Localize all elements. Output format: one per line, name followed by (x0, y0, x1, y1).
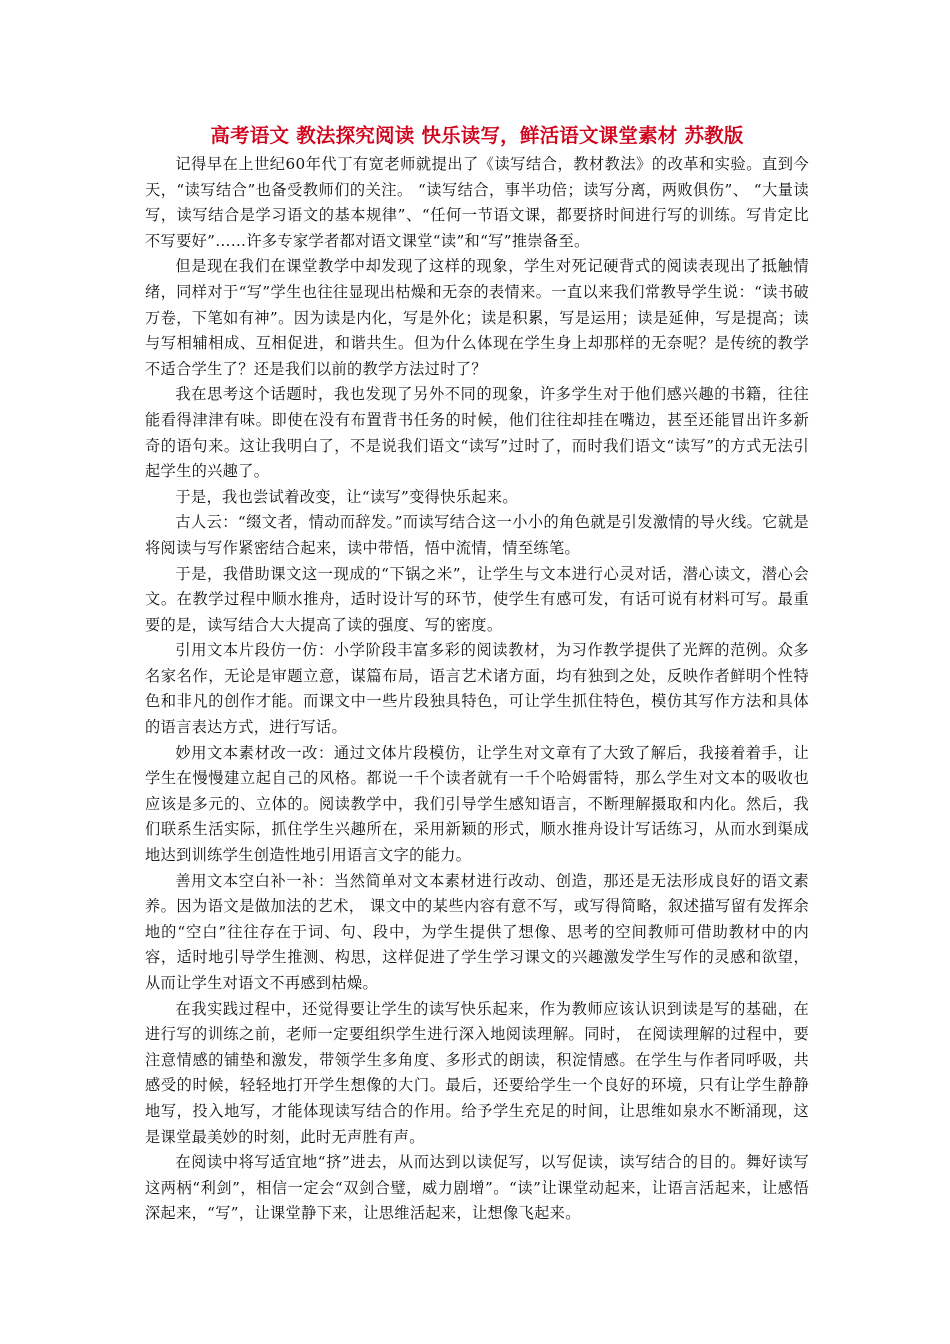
paragraph-1: 记得早在上世纪60年代丁有宽老师就提出了《读写结合，教材教法》的改革和实验。直到今天，“读写结合”也备受教师们的关注。 “读写结合，事半功倍；读写分离，两败俱伤”、 “大量读写，读写结合是学习语文的基本规律”、“任何一节语文课，都要挤时间进行写的训练。写肯定比不写要好”……许多专家学者都对语文课堂“读”和“写”推崇备至。 (145, 155, 809, 250)
paragraph-9: 善用文本空白补一补：当然简单对文本素材进行改动、创造，那还是无法形成良好的语文素养。因为语文是做加法的艺术， 课文中的某些内容有意不写，或写得简略，叙述描写留有发挥余地的“空白”往往存在于词、句、段中，为学生提供了想像、思考的空间教师可借助教材中的内容，适时地引导学生推测、构思，这样促进了学生学习课文的兴趣激发学生写作的灵感和欲望，从而让学生对语文不再感到枯燥。 (145, 871, 809, 992)
paragraph-7: 引用文本片段仿一仿：小学阶段丰富多彩的阅读教材，为习作教学提供了光辉的范例。众多名家名作，无论是审题立意，谋篇布局，语言艺术诸方面，均有独到之处，反映作者鲜明个性特色和非凡的创作才能。而课文中一些片段独具特色，可让学生抓住特色，模仿其写作方法和具体的语言表达方式，进行写话。 (145, 641, 809, 737)
paragraph-6: 于是，我借助课文这一现成的“下锅之米”，让学生与文本进行心灵对话，潜心读文，潜心会文。在教学过程中顺水推舟，适时设计写的环节，使学生有感可发，有话可说有材料可写。最重要的是，读写结合大大提高了读的强度、写的密度。 (145, 564, 809, 634)
paragraph-3: 我在思考这个话题时，我也发现了另外不同的现象，许多学生对于他们感兴趣的书籍，往往能看得津津有味。即使在没有布置背书任务的时候，他们往往却挂在嘴边，甚至还能冒出许多新奇的语句来。这让我明白了，不是说我们语文“读写”过时了，而时我们语文“读写”的方式无法引起学生的兴趣了。 (145, 385, 809, 481)
paragraph-2: 但是现在我们在课堂教学中却发现了这样的现象，学生对死记硬背式的阅读表现出了抵触情绪，同样对于“写”学生也往往显现出枯燥和无奈的表情来。一直以来我们常教导学生说：“读书破万卷，下笔如有神”。因为读是内化，写是外化；读是积累，写是运用；读是延伸，写是提高；读与写相辅相成、互相促进，和谐共生。但为什么体现在学生身上却那样的无奈呢？是传统的教学不适合学生了？还是我们以前的教学方法过时了？ (145, 257, 809, 378)
paragraph-4: 于是，我也尝试着改变，让“读写”变得快乐起来。 (175, 487, 518, 506)
paragraph-8: 妙用文本素材改一改：通过文体片段模仿，让学生对文章有了大致了解后，我接着着手，让学生在慢慢建立起自己的风格。都说一千个读者就有一千个哈姆雷特，那么学生对文本的吸收也应该是多元的、立体的。阅读教学中，我们引导学生感知语言，不断理解摄取和内化。然后，我们联系生活实际，抓住学生兴趣所在，采用新颖的形式，顺水推舟设计写话练习，从而水到渠成地达到训练学生创造性地引用语言文字的能力。 (145, 743, 809, 865)
paragraph-11: 在阅读中将写适宜地“挤”进去，从而达到以读促写，以写促读，读写结合的目的。舞好读写这两柄“利剑”，相信一定会“双剑合璧，威力剧增”。“读”让课堂动起来，让语言活起来，让感悟深起来，“写”，让课堂静下来，让思维活起来，让想像飞起来。 (145, 1153, 809, 1223)
paragraph-10: 在我实践过程中，还觉得要让学生的读写快乐起来，作为教师应该认识到读是写的基础，在进行写的训练之前，老师一定要组织学生进行深入地阅读理解。同时， 在阅读理解的过程中，要注意情感的铺垫和激发，带领学生多角度、多形式的朗读，积淀情感。在学生与作者同呼吸，共感受的时候，轻轻地打开学生想像的大门。最后，还要给学生一个良好的环境，只有让学生静静地写，投入地写，才能体现读写结合的作用。给予学生充足的时间，让思维如泉水不断涌现，这是课堂最美妙的时刻，此时无声胜有声。 (145, 999, 809, 1146)
paragraph-5: 古人云：“缀文者，情动而辞发。”而读写结合这一小小的角色就是引发激情的导火线。它就是将阅读与写作紧密结合起来，读中带悟，悟中流情，情至练笔。 (145, 513, 809, 557)
document-title: 高考语文 教法探究阅读 快乐读写，鲜活语文课堂素材 苏教版 (210, 124, 744, 147)
document-page (145, 120, 809, 1227)
